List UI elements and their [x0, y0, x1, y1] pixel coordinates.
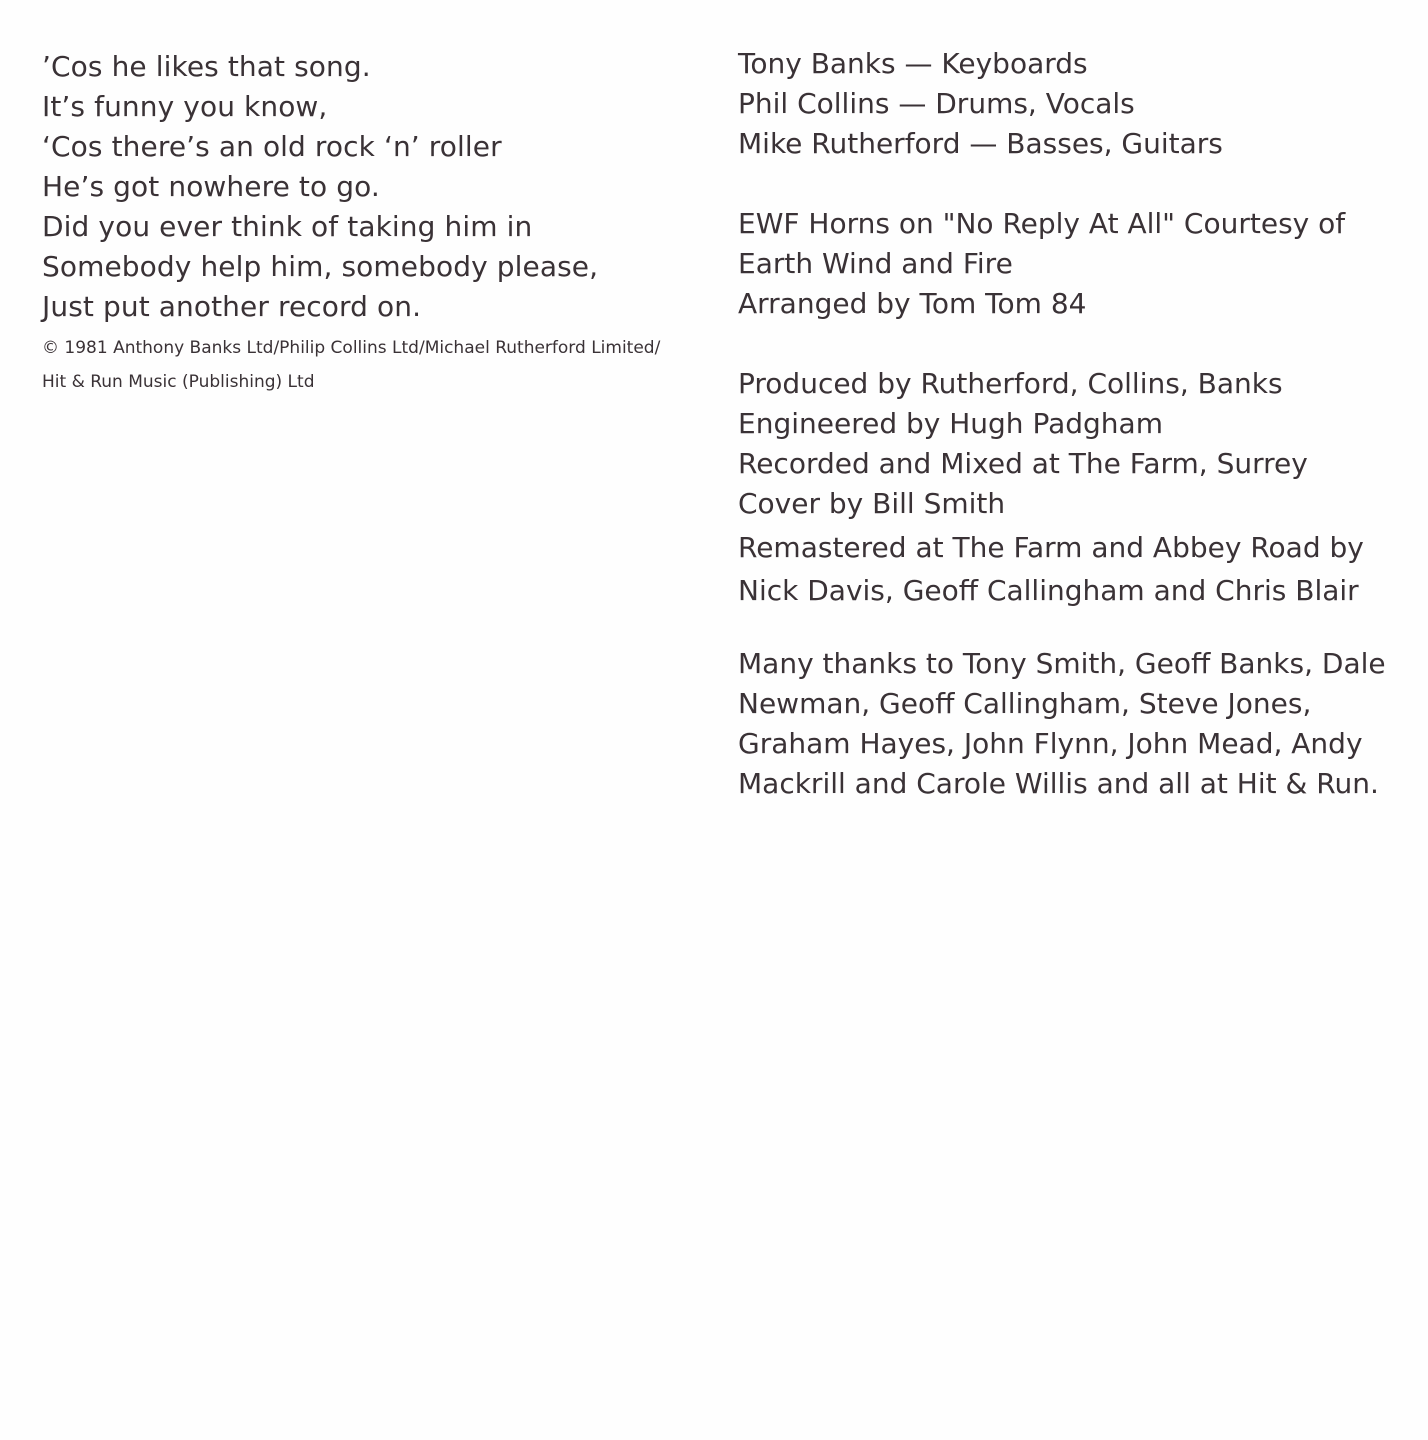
copyright-notice [42, 331, 692, 399]
horns-credit-line: EWF Horns on "No Reply At All" Courtesy of [738, 207, 1346, 240]
production-credit-line: Engineered by Hugh Padgham [738, 407, 1163, 440]
production-credit-line: Recorded and Mixed at The Farm, Surrey [738, 447, 1308, 480]
band-members [738, 44, 1418, 164]
thanks-line: Newman, Geoff Callingham, Steve Jones, [738, 687, 1312, 720]
lyric-line: He’s got nowhere to go. [42, 170, 380, 203]
thanks-line: Graham Hayes, John Flynn, John Mead, Andy [738, 727, 1363, 760]
lyric-line: Somebody help him, somebody please, [42, 250, 599, 283]
thanks-line: Mackrill and Carole Willis and all at Hit & Run. [738, 767, 1379, 800]
lyrics-column [42, 47, 692, 399]
lyric-line: ‘Cos there’s an old rock ‘n’ roller [42, 130, 502, 163]
band-member-credit: Tony Banks — Keyboards [738, 47, 1088, 80]
production-credit-line: Remastered at The Farm and Abbey Road by [738, 531, 1364, 564]
production-credit-line: Produced by Rutherford, Collins, Banks [738, 367, 1283, 400]
horns-credit-line: Earth Wind and Fire [738, 247, 1013, 280]
thanks-line: Many thanks to Tony Smith, Geoff Banks, Dale [738, 647, 1386, 680]
thanks-credits [738, 644, 1418, 804]
production-credit-line: Nick Davis, Geoff Callingham and Chris Blair [738, 574, 1359, 607]
copyright-line: Hit & Run Music (Publishing) Ltd [42, 372, 315, 392]
copyright-line: © 1981 Anthony Banks Ltd/Philip Collins Ltd/Michael Rutherford Limited/ [42, 338, 661, 358]
lyric-line: Just put another record on. [42, 290, 422, 323]
band-member-credit: Phil Collins — Drums, Vocals [738, 87, 1135, 120]
lyric-line: ’Cos he likes that song. [42, 50, 371, 83]
production-credits [738, 364, 1418, 612]
lyric-line: It’s funny you know, [42, 90, 328, 123]
production-credit-line: Cover by Bill Smith [738, 487, 1006, 520]
band-member-credit: Mike Rutherford — Basses, Guitars [738, 127, 1223, 160]
horns-credit [738, 204, 1418, 324]
horns-credit-line: Arranged by Tom Tom 84 [738, 287, 1087, 320]
credits-column [738, 44, 1418, 844]
lyric-line: Did you ever think of taking him in [42, 210, 533, 243]
